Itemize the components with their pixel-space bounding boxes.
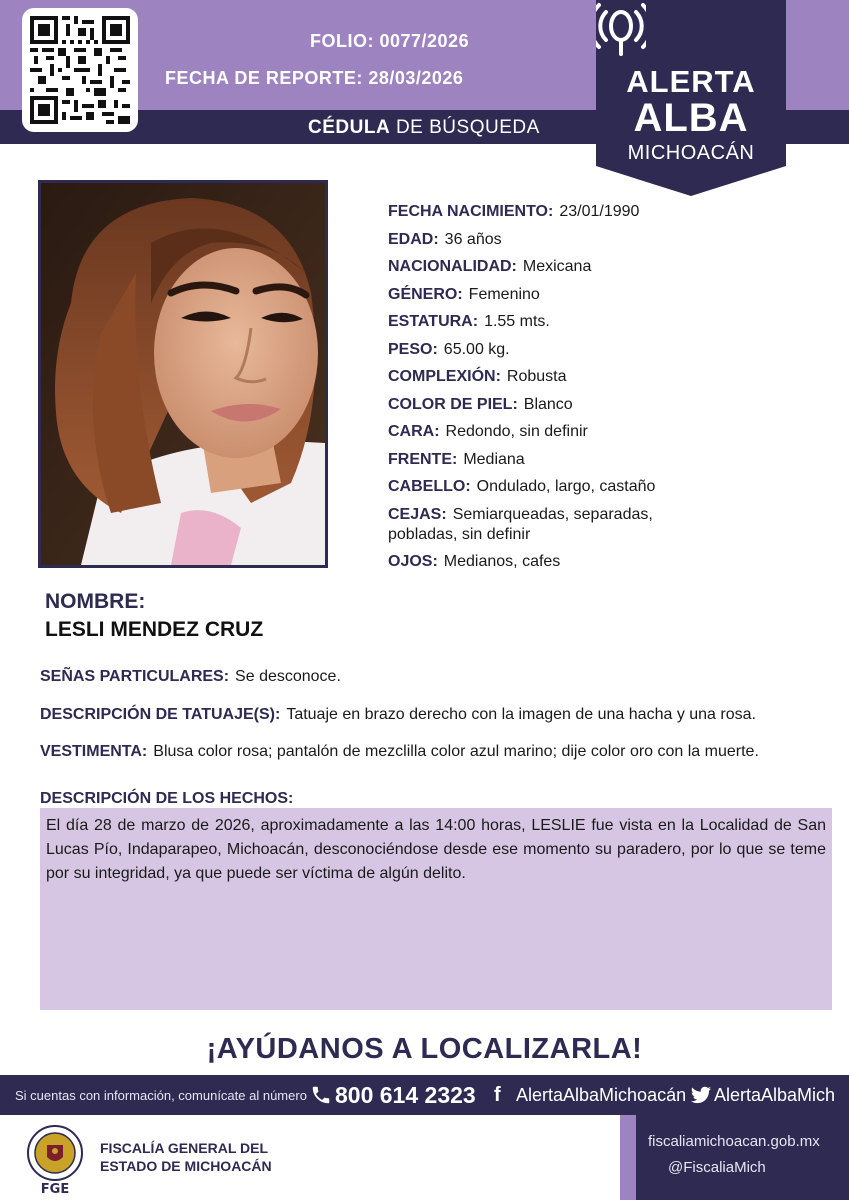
- vestimenta-value: Blusa color rosa; pantalón de mezclilla color azul marino; dije color oro con la muerte.: [153, 743, 759, 760]
- detail-value: Blanco: [523, 395, 573, 413]
- footer-accent-stripe: [620, 1115, 636, 1200]
- badge-line-alba: ALBA: [633, 96, 749, 140]
- detail-color-piel: [388, 395, 828, 415]
- detail-frente: [388, 450, 828, 470]
- footer-links-panel: [620, 1115, 849, 1200]
- badge-line-alerta: ALERTA: [626, 64, 756, 99]
- fge-abbr: FGE: [40, 1182, 70, 1195]
- document-title: [308, 117, 540, 139]
- detail-label: CABELLO:: [388, 478, 471, 495]
- footer: [0, 1115, 849, 1200]
- contact-bar: [0, 1075, 849, 1115]
- detail-estatura: [388, 312, 828, 332]
- detail-value: Ondulado, largo, castaño: [476, 478, 656, 495]
- detail-value: Robusta: [506, 368, 567, 385]
- twitter-icon: [690, 1084, 712, 1106]
- detail-label: COMPLEXIÓN:: [388, 368, 501, 385]
- detail-nacionalidad: [388, 257, 828, 277]
- hechos-label: DESCRIPCIÓN DE LOS HECHOS:: [40, 790, 294, 807]
- org-name-line1: FISCALÍA GENERAL DEL: [100, 1140, 269, 1156]
- qr-code-icon: [30, 16, 130, 124]
- tatuajes-description: [40, 706, 756, 724]
- detail-value: 23/01/1990: [559, 203, 640, 220]
- contact-phone[interactable]: 800 614 2323: [335, 1082, 476, 1108]
- badge-line-michoacan: MICHOACÁN: [627, 142, 755, 164]
- detail-value: Mexicana: [522, 258, 592, 275]
- detail-edad: [388, 230, 828, 250]
- name-label: NOMBRE:: [45, 590, 146, 613]
- detail-label: ESTATURA:: [388, 313, 479, 330]
- report-date: FECHA DE REPORTE: 28/03/2026: [165, 68, 464, 88]
- twitter-handle[interactable]: AlertaAlbaMich: [714, 1085, 836, 1105]
- detail-label: CEJAS:: [388, 505, 447, 523]
- detail-label: GÉNERO:: [388, 285, 463, 303]
- senas-particulares: [40, 668, 341, 686]
- document-title-rest: DE BÚSQUEDA: [390, 117, 540, 138]
- person-name: LESLI MENDEZ CRUZ: [45, 618, 264, 641]
- detail-cara: [388, 422, 828, 442]
- detail-label: CARA:: [388, 423, 440, 440]
- detail-ojos: [388, 552, 828, 572]
- detail-label: NACIONALIDAD:: [388, 258, 517, 275]
- missing-person-photo: [38, 180, 328, 568]
- qr-code[interactable]: [22, 8, 138, 132]
- detail-value: 1.55 mts.: [484, 313, 550, 330]
- call-to-action: ¡AYÚDANOS A LOCALIZARLA!: [206, 1033, 643, 1065]
- detail-fecha-nacimiento: [388, 202, 828, 222]
- document-title-bold: CÉDULA: [308, 117, 391, 138]
- vestimenta-description: [40, 743, 759, 761]
- detail-cejas: [388, 505, 688, 545]
- detail-value: Semiarqueadas, separadas, pobladas, sin definir: [388, 505, 653, 543]
- detail-value: 36 años: [444, 230, 502, 248]
- detail-label: FRENTE:: [388, 450, 458, 468]
- detail-value: Femenino: [468, 285, 540, 303]
- senas-label: SEÑAS PARTICULARES:: [40, 668, 230, 685]
- detail-label: EDAD:: [388, 230, 439, 248]
- detail-value: Redondo, sin definir: [445, 423, 588, 440]
- tatuajes-label: DESCRIPCIÓN DE TATUAJE(S):: [40, 706, 281, 723]
- physical-details-list: [388, 202, 828, 580]
- website-link[interactable]: fiscaliamichoacan.gob.mx: [648, 1133, 820, 1150]
- contact-info-text: Si cuentas con información, comunícate al número: [15, 1088, 307, 1103]
- vestimenta-label: VESTIMENTA:: [40, 743, 148, 760]
- detail-value: Mediana: [463, 450, 525, 468]
- detail-cabello: [388, 477, 828, 497]
- senas-value: Se desconoce.: [235, 668, 341, 685]
- org-name-line2: ESTADO DE MICHOACÁN: [100, 1158, 272, 1174]
- detail-peso: [388, 340, 828, 360]
- tatuajes-value: Tatuaje en brazo derecho con la imagen de una hacha y una rosa.: [286, 706, 756, 723]
- alerta-alba-badge: [596, 0, 786, 196]
- detail-value: 65.00 kg.: [443, 340, 510, 358]
- detail-label: FECHA NACIMIENTO:: [388, 203, 554, 220]
- social-handle[interactable]: @FiscaliaMich: [668, 1159, 766, 1176]
- portrait-image: [41, 183, 325, 565]
- facebook-handle[interactable]: AlertaAlbaMichoacán: [516, 1085, 687, 1105]
- detail-label: PESO:: [388, 340, 438, 358]
- detail-complexion: [388, 367, 828, 387]
- folio-number: FOLIO: 0077/2026: [310, 31, 470, 51]
- hechos-text: El día 28 de marzo de 2026, aproximadamente a las 14:00 horas, LESLIE fue vista en la Localidad de San Lucas Pío, Indaparapeo, Michoacán, desconociéndose desde ese momento su paradero, por lo que se teme por su integridad, ya que puede ser víctima de algún delito.: [40, 808, 832, 1010]
- detail-label: OJOS:: [388, 553, 438, 570]
- detail-value: Medianos, cafes: [443, 553, 561, 570]
- detail-label: COLOR DE PIEL:: [388, 395, 518, 413]
- broadcast-person-icon: [596, 0, 646, 56]
- phone-icon: [310, 1084, 332, 1106]
- detail-genero: [388, 285, 828, 305]
- facebook-icon: f: [494, 1084, 501, 1106]
- fge-seal-logo: [20, 1123, 90, 1195]
